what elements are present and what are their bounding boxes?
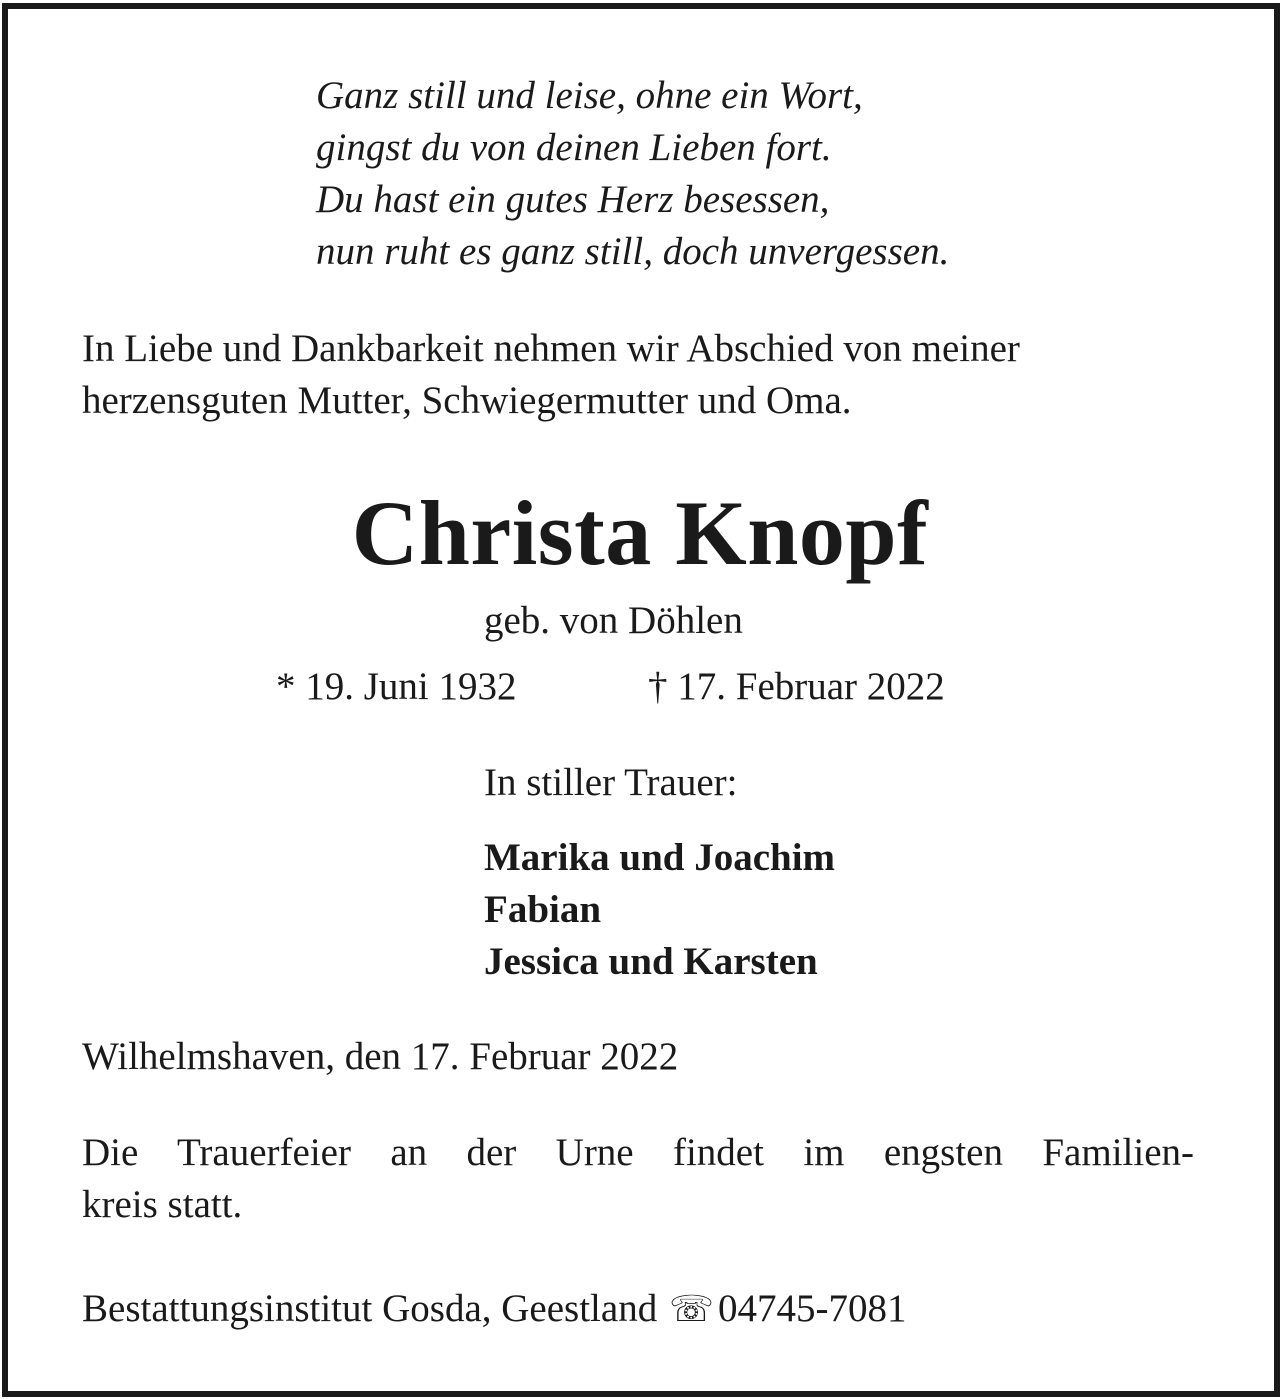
funeral-notice-line: Die Trauerfeier an der Urne findet im engsten Familien- (82, 1131, 1194, 1174)
funeral-home-phone: 04745-7081 (717, 1287, 907, 1330)
maiden-name: geb. von Döhlen (484, 599, 743, 642)
mourner-name: Jessica und Karsten (484, 940, 818, 983)
funeral-home-name: Bestattungsinstitut Gosda, Geestland (82, 1287, 658, 1330)
intro-text (82, 323, 1020, 427)
poem-line: gingst du von deinen Lieben fort. (316, 126, 832, 169)
place-and-date: Wilhelmshaven, den 17. Februar 2022 (82, 1035, 679, 1078)
deceased-name: Christa Knopf (351, 482, 929, 584)
poem (316, 70, 949, 278)
mourning-label: In stiller Trauer: (484, 761, 738, 804)
funeral-notice (82, 1127, 1194, 1231)
poem-line: Ganz still und leise, ohne ein Wort, (316, 74, 863, 117)
poem-line: nun ruht es ganz still, doch unvergessen. (316, 230, 950, 273)
mourner-name: Marika und Joachim (484, 836, 836, 879)
mourner-name: Fabian (484, 888, 602, 931)
telephone-icon: ☏ (668, 1289, 714, 1330)
funeral-notice-line: kreis statt. (82, 1183, 243, 1226)
intro-line: herzensguten Mutter, Schwiegermutter und Oma. (82, 379, 852, 422)
mourners-list (484, 832, 835, 988)
death-date: † 17. Februar 2022 (648, 665, 945, 708)
intro-line: In Liebe und Dankbarkeit nehmen wir Abschied von meiner (82, 327, 1020, 370)
poem-line: Du hast ein gutes Herz besessen, (316, 178, 830, 221)
birth-date: * 19. Juni 1932 (276, 665, 517, 708)
funeral-home (82, 1283, 906, 1336)
